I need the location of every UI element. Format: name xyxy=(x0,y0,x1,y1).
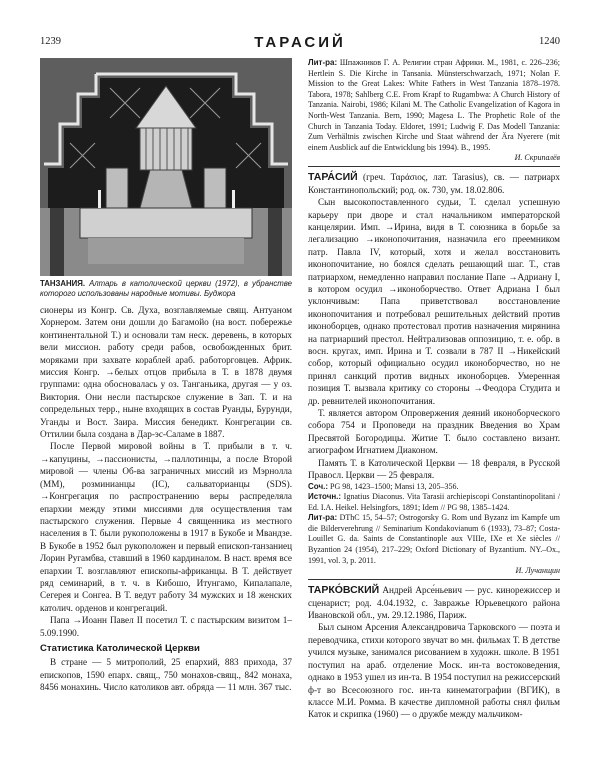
works-block xyxy=(308,482,560,493)
author-signature: И. Скрипалёв xyxy=(514,153,560,163)
divider xyxy=(308,166,560,167)
caption-text: Алтарь в католической церкви (1972), в убранстве которого использованы народные мотивы. Буджора xyxy=(40,279,292,298)
literature-text: Шпажников Г. А. Религии стран Африки. М., 1981, с. 226–236; Hertlein S. Die Kirche in Tansania. Münsterschwarzach, 1971; Nolan F. Mission to the Great Lakes: White Fathers in West Tanzania 1878–1978. Tabora, 1978; Sahlberg C.E. From Krapf to Rugambwa: A Church History of Tanzania. Nairobi, 1986; Kilani M. The Catholic Evangelization of Kagora in North-West Tanzania. Bern, 1990; Magesa L. The Prophetic Role of the Church in Tanzania Today. Eldoret, 1991; Ludwig F. Das Modell Tanzania: Zum Verhältnis zwischen Kirche und Staat während der Ära Nyerere (mit einem Ausblick auf die Entwicklung bis 1994). B., 1995. xyxy=(308,58,560,152)
paragraph: Сын высокопоставленного судьи, Т. сделал успешную карьеру при дворе и стал начальником императорской канцелярии. Имп. →Ирина, видя в Т. союзника в борьбе за легализацию →иконопочитания, назначила его преемником патр. Павла IV, который, хотя и желал восстановить иконопочитание, но боялся сделать решающий шаг. Т., став патриархом, немедленно направил послание Папе →Адриану I, в котором осудил →иконоборчество. Ответ Адриана I был уклончивым: Папа приветствовал восстановление иконопочитания и потребовал решительных действий против иконоборцев, однако протестовал против назначения мирянина на патриарший престол. Нейтрализовав оппозицию, т. е. обр. в восн. кругах, имп. Ирина и Т. созвали в 787 II →Никейский собор, который официально осудил иконоборчество, но не принял санкций против видных иконоборцев. Умеренная позиция Т. вызвала критику со стороны →Феодора Студита и др. ревнителей иконопочитания. xyxy=(308,197,560,406)
altar-photo-image xyxy=(40,58,292,276)
literature-block xyxy=(308,58,560,153)
literature-label: Лит-ра: xyxy=(308,513,338,523)
paragraph: Папа →Иоанн Павел II посетил Т. с пастырским визитом 1–5.09.1990. xyxy=(40,615,292,638)
running-title: ТАРАСИЙ xyxy=(254,34,346,51)
page-number-left: 1239 xyxy=(40,36,61,47)
statistics-text: В стране — 5 митрополий, 25 епархий, 883 прихода, 37 епископов, 1590 епарх. свящ., 750 монахов-свящ., 842 монаха, 8456 монахинь. Число католиков авт. обряда — 11 млн. 367 тыс. xyxy=(40,657,292,693)
entry-intro-text: (греч. Ταράσιος, лат. Tarasius), св. — патриарх Константинопольский; род. ок. 730, ум. 18.02.806. xyxy=(308,172,560,195)
literature-text: DThC 15, 54–57; Ostrogorsky G. Rom und Byzanz im Kampfe um die Bilderverehrung // Seminarium Kondakovianum 6 (1933), 73–87; Costa-Louillet G. da. Saints de Constantinople aux VIIIe, IXe et Xe siècles // Byzantion 24 (1954), 217–229; Oxford Dictionary of Byzantium. NY.–Ox., 1991, vol. 3, p. 2011. xyxy=(308,513,560,565)
left-column xyxy=(40,58,292,694)
author-signature: И. Лучанщин xyxy=(515,566,560,576)
works-label: Соч.: xyxy=(308,481,328,491)
entry-intro xyxy=(308,171,560,196)
literature-block xyxy=(308,513,560,566)
sources-label: Источн.: xyxy=(308,492,342,502)
caption-label: ТАНЗАНИЯ. xyxy=(40,279,86,288)
paragraph: Т. является автором Опровержения деяний иконоборческого собора 754 и Проповеди на праздник Введения во Храм Пресвятой Богородицы. Житие Т. было составлено визант. агиографом Игнатием Диаконом. xyxy=(308,408,560,456)
paragraph: Был сыном Арсения Александровича Тарковского — поэта и переводчика, стихи которого звучат во мн. фильмах Т. В детстве учился музыке, занимался рисованием в художн. школе. В 1951 поступил на араб. отделение Моск. ин-та востоковедения, однако в 1953 ушел из ин-та. В 1954 поступил на режиссерский ф-т во Всесоюзного гос. ин-та кинематографии (ВГИК), в классе М.И. Ромма. В качестве дипломной работы снял фильм Каток и скрипка (1960) — о дружбе между мальчиком- xyxy=(308,622,560,720)
entry-headword: ТАРКО́ВСКИЙ xyxy=(308,584,380,597)
figure-caption xyxy=(40,279,292,298)
entry-headword: ТАРА́СИЙ xyxy=(308,171,358,184)
altar-photo xyxy=(40,58,292,276)
entry-intro xyxy=(308,584,560,621)
statistics-heading: Статистика Католической Церкви xyxy=(40,642,200,654)
divider xyxy=(308,579,560,580)
sources-text: Ignatius Diaconus. Vita Tarasii archiepiscopi Constantinopolitani / Ed. I.A. Heikel. Helsingfors, 1891; Idem // PG 98, 1385–1424. xyxy=(308,492,560,512)
paragraph: сионеры из Конгр. Св. Духа, возглавляемые свящ. Антуаном Хорнером. Затем они дошли до Багамойо (на вост. побережье континентальной Т.) и основали там неск. деревень, в которых вели миссион. работу среди рабов, освобожденных брит. моряками при захвате кораблей араб. работорговцев. Африк. миссия Конгр. →белых отцов прибыла в Т. в 1878 двумя группами: одна обосновалась у оз. Танганьика, другая — у оз. Виктория. Они несли пастырское служение в Зап. Т. и на сопредельных терр., ныне входящих в состав Руанды, Бурунди, Уганды и Вост. Заира. Миссия бенедикт. Конгрегации св. Оттилии была создана в Дар-эс-Саламе в 1887. xyxy=(40,305,292,440)
right-column xyxy=(308,58,560,721)
page-number-right: 1240 xyxy=(539,36,560,47)
paragraph: Память Т. в Католической Церкви — 18 февраля, в Русской Правосл. Церкви — 25 февраля. xyxy=(308,457,560,481)
works-text: PG 98, 1423–1500; Mansi 13, 205–356. xyxy=(328,481,459,491)
literature-label: Лит-ра: xyxy=(308,58,338,67)
sources-block xyxy=(308,492,560,513)
paragraph: После Первой мировой войны в Т. прибыли в т. ч. →капуцины, →пассионисты, →паллотинцы, а после Второй мировой — члены Об-ва заграничных миссий из Мэрнолла (ММ), розминианцы (IC), сальваторианцы (SDS). →Конгрегация по распространению веры распределяла епархии между этими миссиями для осуществления там пастырского служения. Первые 4 священника из местного населения в Т. были рукоположены в 1917 в Букобе и Мвандзе. В Букобе в 1952 был рукоположен и первый епископ-танзаниец Лорин Ругамбва, ставший в 1960 кардиналом. В наст. время все епархии Т. возглавляют епископы-африканцы. В Т. действует ряд семинарий, в т. ч. в Кибошо, Итунгамо, Кипалапале, Сегерея и Сонгеа. В Т. ведут работу 34 мужских и 18 женских католич. орденов и конгрегаций. xyxy=(40,441,292,613)
entry-intro-text: Андрей Арсе́ньевич — рус. кинорежиссер и сценарист; род. 4.04.1932, с. Завражье Юрьевецкого района Ивановской обл., ум. 29.12.1986, Париж. xyxy=(308,585,560,621)
page-header xyxy=(40,36,560,54)
